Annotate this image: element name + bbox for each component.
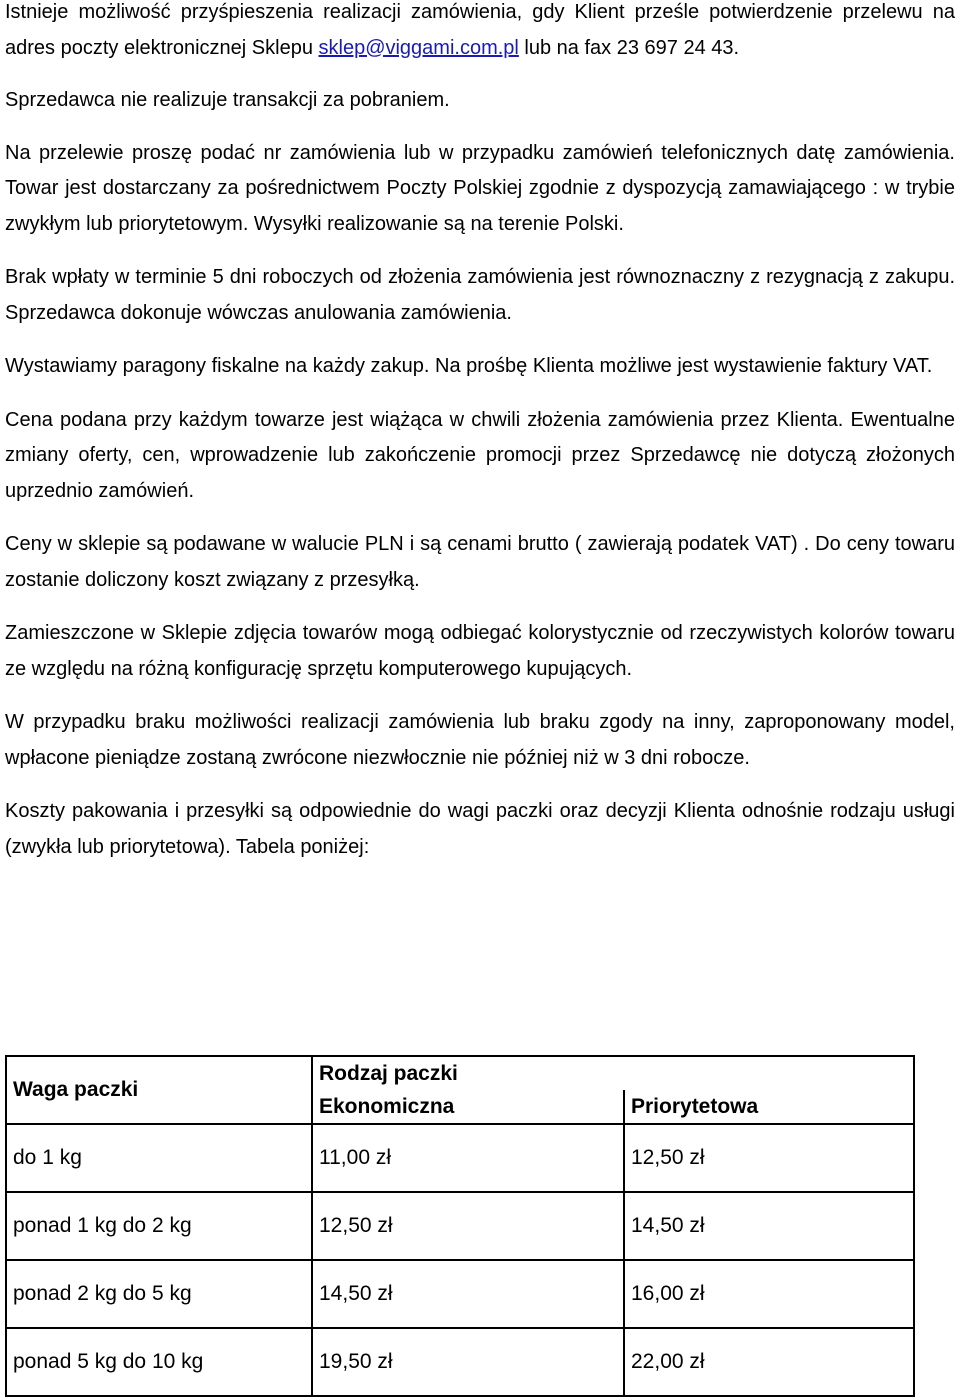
cell-economic: 19,50 zł bbox=[312, 1328, 624, 1396]
cell-economic: 12,50 zł bbox=[312, 1192, 624, 1260]
table-header-row bbox=[6, 1056, 914, 1090]
p3-text-b: Towar jest dostarczany za pośrednictwem Poczty Polskiej zgodnie z dyspozycją zamawiającego : w trybie zwykłym lub priorytetowym. Wysyłki realizowanie są na terenie Polski. bbox=[5, 177, 955, 235]
header-priority: Priorytetowa bbox=[624, 1090, 914, 1124]
p1-text-b: lub na fax 23 697 24 43. bbox=[518, 36, 740, 59]
cell-weight: ponad 1 kg do 2 kg bbox=[6, 1192, 312, 1260]
cell-economic: 11,00 zł bbox=[312, 1124, 624, 1192]
table-row bbox=[6, 1192, 914, 1260]
cell-economic: 14,50 zł bbox=[312, 1260, 624, 1328]
paragraph-refund: W przypadku braku możliwości realizacji zamówienia lub braku zgody na inny, zaproponowany model, wpłacone pieniądze zostaną zwrócone niezwłocznie nie później niż w 3 dni robocze. bbox=[5, 711, 955, 769]
header-economic: Ekonomiczna bbox=[312, 1090, 624, 1124]
cell-weight: do 1 kg bbox=[6, 1124, 312, 1192]
paragraph-currency: Ceny w sklepie są podawane w walucie PLN i są cenami brutto ( zawierają podatek VAT) . Do ceny towaru zostanie doliczony koszt związany z przesyłką. bbox=[5, 533, 955, 591]
paragraph-payment-deadline: Brak wpłaty w terminie 5 dni roboczych od złożenia zamówienia jest równoznaczny z rezygnacją z zakupu. Sprzedawca dokonuje wówczas anulowania zamówienia. bbox=[5, 266, 955, 324]
table-row bbox=[6, 1328, 914, 1396]
cell-priority: 14,50 zł bbox=[624, 1192, 914, 1260]
p1-text-a: Istnieje możliwość przyśpieszenia realizacji zamówienia, gdy Klient prześle potwierdzenie przelewu na adres poczty elektronicznej Sklepu bbox=[5, 1, 955, 59]
shipping-cost-table bbox=[5, 1055, 915, 1397]
cell-priority: 16,00 zł bbox=[624, 1260, 914, 1328]
document-page bbox=[5, 0, 955, 865]
cell-weight: ponad 5 kg do 10 kg bbox=[6, 1328, 312, 1396]
table-row bbox=[6, 1260, 914, 1328]
paragraph-shipping-costs: Koszty pakowania i przesyłki są odpowiednie do wagi paczki oraz decyzji Klienta odnośnie rodzaju usługi (zwykła lub priorytetowa). Tabela poniżej: bbox=[5, 800, 955, 858]
paragraph-receipts: Wystawiamy paragony fiskalne na każdy zakup. Na prośbę Klienta możliwe jest wystawienie faktury VAT. bbox=[5, 355, 933, 377]
cell-weight: ponad 2 kg do 5 kg bbox=[6, 1260, 312, 1328]
paragraph-payment-confirmation bbox=[5, 0, 955, 66]
paragraph-no-cod: Sprzedawca nie realizuje transakcji za pobraniem. bbox=[5, 89, 450, 111]
shop-email-link[interactable]: sklep@viggami.com.pl bbox=[318, 36, 519, 59]
paragraph-transfer-delivery bbox=[5, 136, 955, 243]
table-row bbox=[6, 1124, 914, 1192]
p3-text-a: Na przelewie proszę podać nr zamówienia lub w przypadku zamówień telefonicznych datę zamówienia. bbox=[5, 141, 955, 164]
header-package-type: Rodzaj paczki bbox=[312, 1056, 914, 1090]
cell-priority: 22,00 zł bbox=[624, 1328, 914, 1396]
paragraph-photos: Zamieszczone w Sklepie zdjęcia towarów mogą odbiegać kolorystycznie od rzeczywistych kolorów towaru ze względu na różną konfigurację sprzętu komputerowego kupujących. bbox=[5, 622, 955, 680]
paragraph-price-binding: Cena podana przy każdym towarze jest wiążąca w chwili złożenia zamówienia przez Klienta. Ewentualne zmiany oferty, cen, wprowadzenie lub zakończenie promocji przez Sprzedawcę nie dotyczą złożonych uprzednio zamówień. bbox=[5, 408, 955, 502]
cell-priority: 12,50 zł bbox=[624, 1124, 914, 1192]
header-weight: Waga paczki bbox=[6, 1056, 312, 1124]
